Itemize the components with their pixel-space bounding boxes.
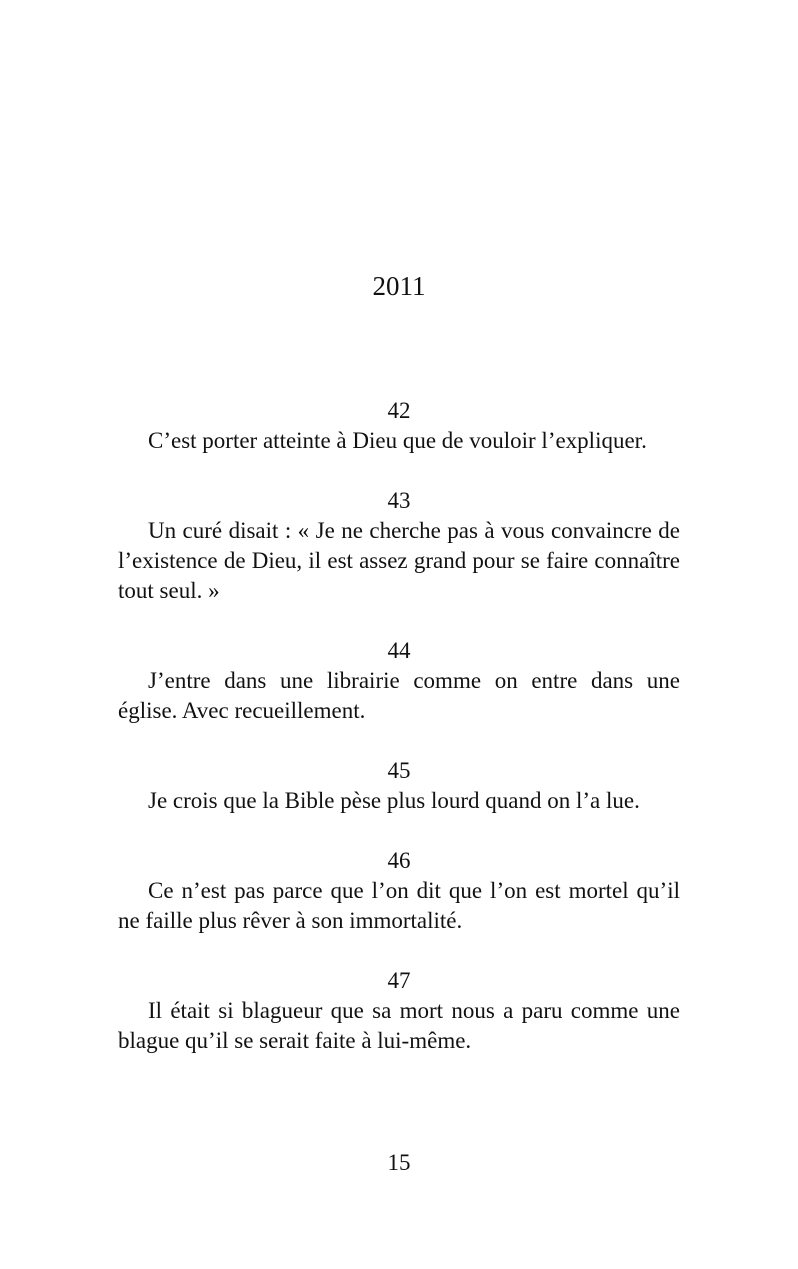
aphorism-text: Je crois que la Bible pèse plus lourd quand on l’a lue. bbox=[148, 788, 640, 813]
aphorism-entry bbox=[118, 846, 680, 936]
aphorism-number: 44 bbox=[387, 638, 411, 663]
page-title: 2011 bbox=[372, 271, 426, 301]
aphorism-entry bbox=[118, 486, 680, 606]
aphorism-number: 46 bbox=[387, 848, 411, 873]
aphorism-text: Un curé disait : « Je ne cherche pas à vous convaincre de l’existence de Dieu, il est assez grand pour se faire connaître tout seul. » bbox=[118, 518, 680, 603]
aphorism-number: 42 bbox=[387, 398, 411, 423]
page-number: 15 bbox=[387, 1150, 411, 1175]
aphorism-text: J’entre dans une librairie comme on entre dans une église. Avec recueillement. bbox=[118, 668, 680, 723]
aphorism-number: 45 bbox=[387, 758, 411, 783]
aphorism-entry bbox=[118, 636, 680, 726]
aphorism-text: Ce n’est pas parce que l’on dit que l’on est mortel qu’il ne faille plus rêver à son immortalité. bbox=[118, 878, 680, 933]
aphorism-entry bbox=[118, 396, 680, 456]
aphorism-entry bbox=[118, 966, 680, 1056]
aphorism-text: Il était si blagueur que sa mort nous a paru comme une blague qu’il se serait faite à lui-même. bbox=[118, 998, 680, 1053]
aphorism-entry bbox=[118, 756, 680, 816]
aphorism-number: 43 bbox=[387, 488, 411, 513]
aphorism-list bbox=[118, 396, 680, 1086]
aphorism-number: 47 bbox=[387, 968, 411, 993]
aphorism-text: C’est porter atteinte à Dieu que de vouloir l’expliquer. bbox=[148, 428, 647, 453]
